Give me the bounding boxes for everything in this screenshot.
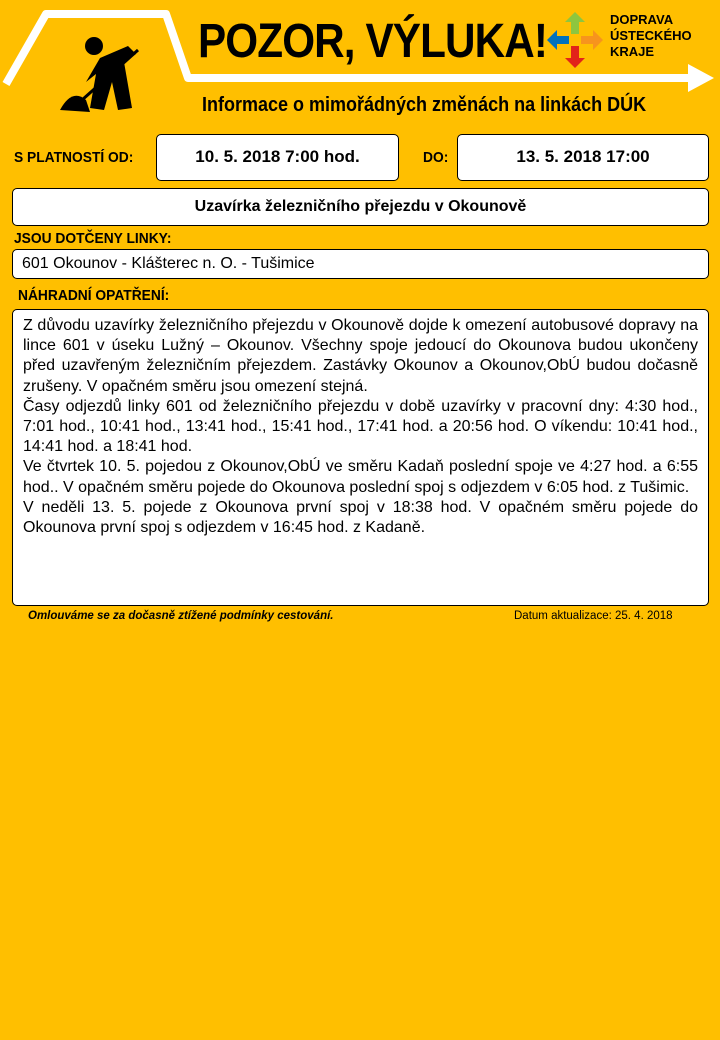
apology-note: Omlouváme se za dočasně ztížené podmínky cestování. — [28, 610, 334, 622]
valid-from-label: S PLATNOSTÍ OD: — [14, 149, 134, 166]
replacement-paragraph: V neděli 13. 5. pojede z Okounova první spoj v 18:38 hod. V opačném směru pojede do Okounova první spoj s odjezdem v 16:45 hod. z Kadaně. — [23, 498, 698, 537]
page-subtitle: Informace o mimořádných změnách na linkách DÚK — [202, 94, 647, 116]
update-date: Datum aktualizace: 25. 4. 2018 — [514, 610, 673, 622]
duk-logo-icon — [547, 12, 603, 68]
replacement-paragraph: Z důvodu uzavírky železničního přejezdu v Okounově dojde k omezení autobusové dopravy na lince 601 v úseku Lužný – Okounov. Všechny spoje jedoucí do Okounova budou ukončeny před uzavřeným železničním přejezdem. Zastávky Okounov a Okounov,ObÚ budou dočasně zrušeny. V opačném směru jsou omezení stejná. — [23, 317, 698, 395]
valid-from-value: 10. 5. 2018 7:00 hod. — [156, 134, 399, 181]
closure-title: Uzavírka železničního přejezdu v Okounově — [12, 188, 709, 226]
header — [0, 0, 720, 128]
replacement-paragraph: Ve čtvrtek 10. 5. pojedou z Okounov,ObÚ ve směru Kadaň poslední spoje ve 4:27 hod. a 6:55 hod.. V opačném směru pojede do Okounova poslední spoj s odjezdem v 6:05 hod. z Tušimic. — [23, 458, 698, 496]
brand-line: ÚSTECKÉHO — [610, 28, 692, 43]
replacement-label: NÁHRADNÍ OPATŘENÍ: — [18, 287, 170, 304]
brand-name — [610, 12, 692, 60]
replacement-paragraph: Časy odjezdů linky 601 od železničního přejezdu v době uzavírky v pracovní dny: 4:30 hod., 7:01 hod., 10:41 hod., 13:41 hod., 15:41 hod., 17:41 hod. a 20:56 hod. O víkendu: 10:41 hod., 14:41 hod. a 18:41 hod. — [23, 397, 698, 456]
replacement-text — [12, 309, 709, 606]
brand-line: DOPRAVA — [610, 12, 674, 27]
road-worker-icon — [60, 37, 138, 112]
valid-to-value: 13. 5. 2018 17:00 — [457, 134, 709, 181]
affected-lines-label: JSOU DOTČENY LINKY: — [14, 230, 172, 247]
brand-line: KRAJE — [610, 44, 655, 59]
valid-to-label: DO: — [423, 149, 449, 166]
page-title: POZOR, VÝLUKA! — [198, 15, 548, 68]
arrow-head — [688, 64, 714, 92]
affected-lines-value: 601 Okounov - Klášterec n. O. - Tušimice — [12, 249, 709, 279]
